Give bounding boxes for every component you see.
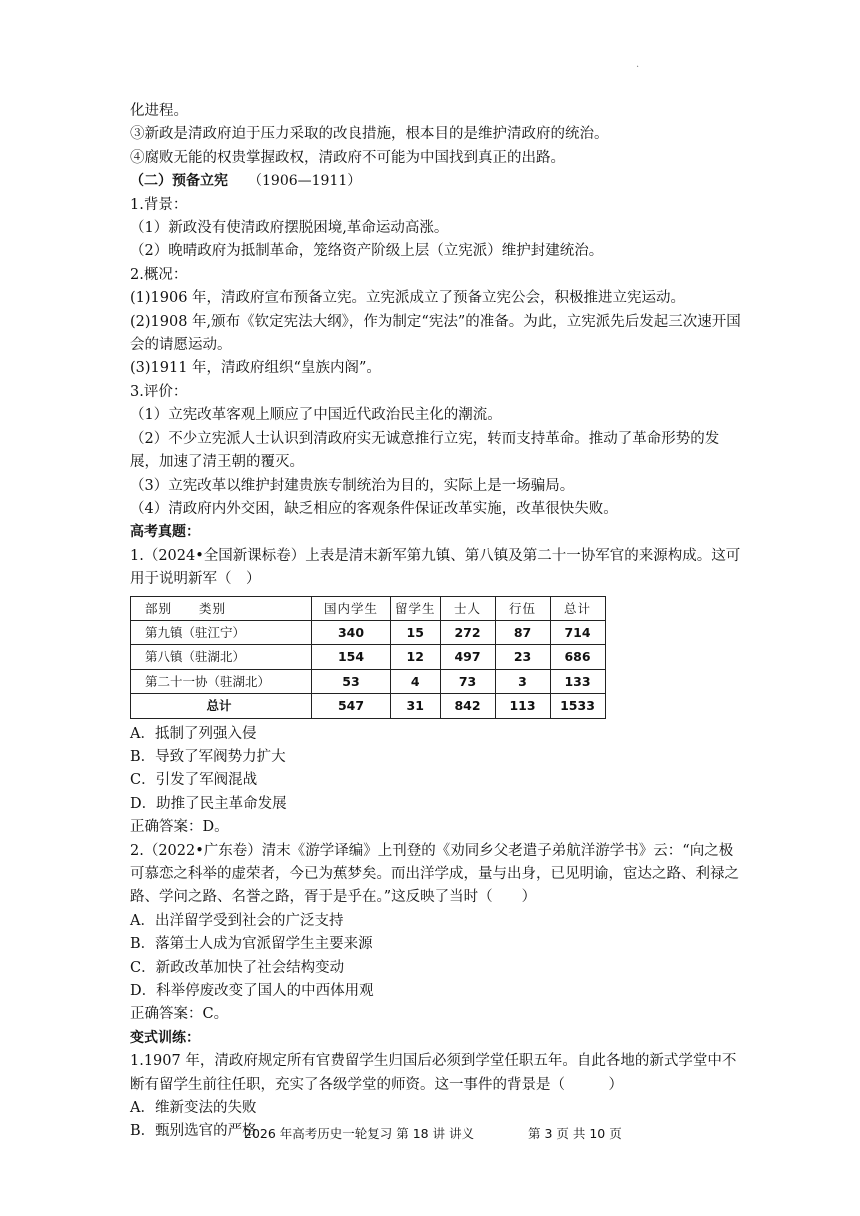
- subsection-title: 2.概况：: [130, 266, 188, 283]
- question-stem: 2.（2022•广东卷）清末《游学译编》上刊登的《劝同乡父老遣子弟航洋游学书》云：“向之极可慕恋之科举的虚荣者，今已为蕉梦矣。而出洋学成，量与出身，已见明谕，宦达之路、利禄之路、学问之路、名誉之路，胥于是乎在。”这反映了当时（ ）: [130, 842, 739, 906]
- section-range: （1906—1911）: [248, 173, 362, 190]
- answer-option: B．甄别选官的严格: [130, 1123, 257, 1140]
- table-cell: 547: [312, 694, 391, 718]
- exam-heading: 高考真题：: [130, 524, 200, 541]
- table-cell: 73: [440, 669, 495, 693]
- table-header-cell: 部别 类别: [131, 596, 312, 620]
- answer-option: C．引发了军阀混战: [130, 772, 258, 789]
- table-total-row: [131, 694, 606, 718]
- section-title: （二）预备立宪: [130, 173, 228, 190]
- answer-option: D．助推了民主革命发展: [130, 795, 287, 812]
- question-stem: 1.（2024•全国新课标卷）上表是清末新军第九镇、第八镇及第二十一协军官的来源构成。这可用于说明新军（ ）: [130, 547, 741, 588]
- table-cell: 12: [391, 645, 441, 669]
- table-cell: 714: [550, 620, 605, 644]
- table-cell: 133: [550, 669, 605, 693]
- text-line: 化进程。: [130, 103, 188, 119]
- list-item: （2）晚晴政府为抵制革命，笼络资产阶级上层（立宪派）维护封建统治。: [130, 243, 604, 260]
- list-item: （3）立宪改革以维护封建贵族专制统治为目的，实际上是一场骗局。: [130, 477, 575, 494]
- correct-answer: 正确答案：C。: [130, 1006, 229, 1023]
- table-cell: 3: [495, 669, 550, 693]
- answer-option: C．新政改革加快了社会结构变动: [130, 959, 345, 976]
- table-row: [131, 620, 606, 644]
- table-cell: 23: [495, 645, 550, 669]
- table-header-cell: 行伍: [495, 596, 550, 620]
- subsection-title: 1.背景：: [130, 196, 188, 213]
- table-cell: 4: [391, 669, 441, 693]
- table-cell: 第八镇（驻湖北）: [131, 645, 312, 669]
- table-header-cell: 国内学生: [312, 596, 391, 620]
- list-item: （2）不少立宪派人士认识到清政府实无诚意推行立宪，转而支持革命。推动了革命形势的发展，加速了清王朝的覆灭。: [130, 430, 720, 471]
- table-header-cell: 留学生: [391, 596, 441, 620]
- answer-option: A．维新变法的失败: [130, 1100, 257, 1117]
- footer-title: 2026 年高考历史一轮复习 第 18 讲 讲义: [244, 1126, 475, 1141]
- list-item: (3)1911 年，清政府组织“皇族内阁”。: [130, 360, 381, 377]
- answer-option: D．科举停废改变了国人的中西体用观: [130, 983, 374, 1000]
- list-item: （4）清政府内外交困，缺乏相应的客观条件保证改革实施，改革很快失败。: [130, 500, 618, 517]
- table-header-row: [131, 596, 606, 620]
- page-number: 第 3 页 共 10 页: [528, 1126, 622, 1141]
- table-cell: 340: [312, 620, 391, 644]
- table-row: [131, 645, 606, 669]
- table-cell: 154: [312, 645, 391, 669]
- table-cell: 842: [440, 694, 495, 718]
- answer-option: B．导致了军阀势力扩大: [130, 748, 286, 765]
- answer-option: A．抵制了列强入侵: [130, 725, 257, 742]
- answer-option: A．出洋留学受到社会的广泛支持: [130, 912, 344, 929]
- table-cell: 31: [391, 694, 441, 718]
- subsection-title: 3.评价：: [130, 383, 188, 400]
- list-item: （1）新政没有使清政府摆脱困境,革命运动高涨。: [130, 220, 449, 237]
- question-stem: 1.1907 年，清政府规定所有官费留学生归国后必须到学堂任职五年。自此各地的新式学堂中不断有留学生前往任职，充实了各级学堂的师资。这一事件的背景是（ ）: [130, 1053, 737, 1093]
- table-header-cell: 士人: [440, 596, 495, 620]
- list-item: （1）立宪改革客观上顺应了中国近代政治民主化的潮流。: [130, 407, 502, 424]
- table-cell: 总计: [131, 694, 312, 718]
- list-item: (2)1908 年,颁布《钦定宪法大纲》，作为制定“宪法”的准备。为此，立宪派先后发起三次速开国会的请愿运动。: [130, 313, 741, 354]
- answer-option: B．落第士人成为官派留学生主要来源: [130, 936, 373, 953]
- table-row: [131, 669, 606, 693]
- table-cell: 第二十一协（驻湖北）: [131, 669, 312, 693]
- text-line: ③新政是清政府迫于压力采取的改良措施，根本目的是维护清政府的统治。: [130, 126, 609, 143]
- table-cell: 第九镇（驻江宁）: [131, 620, 312, 644]
- table-cell: 87: [495, 620, 550, 644]
- table-cell: 497: [440, 645, 495, 669]
- table-cell: 113: [495, 694, 550, 718]
- table-cell: 15: [391, 620, 441, 644]
- correct-answer: 正确答案：D。: [130, 819, 229, 836]
- text-line: ④腐败无能的权贵掌握政权，清政府不可能为中国找到真正的出路。: [130, 149, 565, 166]
- table-cell: 272: [440, 620, 495, 644]
- list-item: (1)1906 年，清政府宣布预备立宪。立宪派成立了预备立宪公会，积极推进立宪运动。: [130, 290, 686, 307]
- table-cell: 686: [550, 645, 605, 669]
- document-body: [130, 100, 742, 1144]
- top-mark: ·: [636, 62, 640, 73]
- section-heading: [130, 170, 742, 193]
- table-cell: 53: [312, 669, 391, 693]
- variant-heading: 变式训练：: [130, 1029, 200, 1046]
- table-header-cell: 总计: [550, 596, 605, 620]
- table-cell: 1533: [550, 694, 605, 718]
- officer-source-table: [130, 596, 606, 719]
